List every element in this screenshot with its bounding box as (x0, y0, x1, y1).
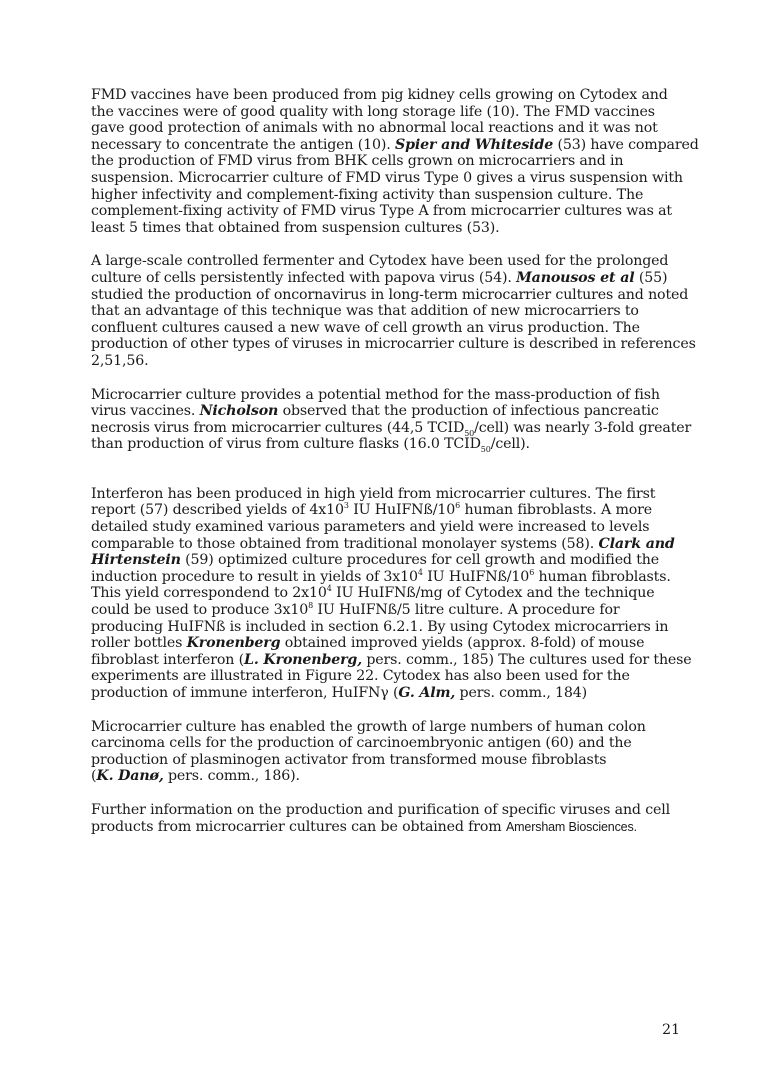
text-line (91, 536, 691, 553)
author-citation: Clark and (598, 535, 675, 552)
text-line: A large-scale controlled fermenter and Cytodex have been used for the prolonged (91, 253, 669, 270)
subscript: 50 (480, 445, 491, 455)
text-line (91, 768, 691, 785)
paragraph-papova-virus (91, 253, 696, 369)
text-line: the vaccines were of good quality with long storage life (10). The FMD vaccines (91, 103, 655, 120)
text-line (91, 569, 691, 586)
text-run: than production of virus from culture flasks (16.0 TCID (91, 436, 481, 453)
text-run: pers. comm., 184) (455, 685, 588, 701)
superscript: 8 (308, 601, 314, 611)
text-run: report (57) described yields of 4x10 (91, 502, 344, 519)
text-run: (59) optimized culture procedures for cell growth and modified the (180, 552, 660, 569)
text-line: least 5 times that obtained from suspension cultures (53). (91, 219, 500, 236)
text-line: suspension. Microcarrier culture of FMD virus Type 0 gives a virus suspension with (91, 169, 683, 186)
text-run: could be used to produce 3x10 (91, 602, 309, 619)
text-line: Microcarrier culture provides a potential method for the mass-production of fish (91, 386, 660, 403)
text-run: obtained improved yields (approx. 8-fold) of mouse (280, 635, 645, 652)
document-body (91, 87, 699, 852)
text-line: production of other types of viruses in microcarrier culture is described in references (91, 336, 696, 353)
text-line: confluent cultures caused a new wave of cell growth an virus production. The (91, 319, 640, 336)
text-run: fibroblast interferon ( (91, 651, 245, 668)
text-run: production of immune interferon, HuIFNγ ( (91, 685, 399, 701)
text-line (91, 585, 691, 602)
text-line (91, 685, 691, 702)
text-line: complement-fixing activity of FMD virus Type A from microcarrier cultures was at (91, 203, 672, 220)
text-run: roller bottles (91, 635, 187, 652)
text-run: ( (91, 768, 97, 785)
company-name: Amersham Biosciences. (505, 819, 637, 834)
paragraph-further-information (91, 802, 691, 835)
text-line (91, 436, 691, 453)
text-run: comparable to those obtained from traditional monolayer systems (58). (91, 535, 599, 552)
text-run: virus vaccines. (91, 403, 200, 420)
superscript: 4 (417, 567, 423, 577)
text-line: Further information on the production and purification of specific viruses and cell (91, 801, 671, 818)
text-run: products from microcarrier cultures can be obtained from (91, 818, 506, 835)
text-run: human fibroblasts. (534, 568, 671, 585)
author-citation: Nicholson (199, 403, 279, 420)
text-run: This yield correspondend to 2x10 (91, 585, 327, 602)
paragraph-fish-vaccines (91, 387, 691, 453)
author-citation: Spier and Whiteside (395, 136, 554, 153)
paragraph-interferon (91, 486, 691, 702)
author-citation: Manousos et al (516, 269, 635, 286)
text-run: necessary to concentrate the antigen (10). (91, 136, 396, 153)
text-line (91, 552, 691, 569)
text-run: pers. comm., 185) The cultures used for these (362, 651, 692, 668)
text-line: studied the production of oncornavirus in long-term microcarrier cultures and noted (91, 286, 689, 303)
author-citation: G. Alm, (398, 685, 456, 701)
superscript: 6 (529, 567, 535, 577)
text-line (91, 502, 691, 519)
page-number: 21 (662, 1022, 680, 1038)
text-line (91, 403, 691, 420)
text-line: gave good protection of animals with no abnormal local reactions and it was not (91, 120, 658, 137)
text-line: the production of FMD virus from BHK cells grown on microcarriers and in (91, 153, 624, 170)
text-run: culture of cells persistently infected with papova virus (54). (91, 269, 517, 286)
text-run: human fibroblasts. A more (460, 502, 653, 519)
text-line: carcinoma cells for the production of carcinoembryonic antigen (60) and the (91, 735, 632, 752)
text-run: /cell). (490, 436, 530, 453)
author-citation: Hirtenstein (91, 552, 181, 569)
text-run: (53) have compared (553, 136, 699, 153)
text-line (91, 136, 699, 154)
text-line: 2,51,56. (91, 352, 149, 369)
author-citation: L. Kronenberg, (244, 651, 362, 668)
superscript: 6 (455, 501, 461, 511)
text-run: IU HuIFNß/10 (348, 502, 456, 519)
text-line (91, 819, 691, 836)
text-run: (55) (634, 269, 668, 286)
text-line: experiments are illustrated in Figure 22. Cytodex has also been used for the (91, 668, 630, 685)
text-line: producing HuIFNß is included in section 6.2.1. By using Cytodex microcarriers in (91, 618, 669, 635)
text-run: induction procedure to result in yields of 3x10 (91, 568, 418, 585)
text-run: IU HuIFNß/5 litre culture. A procedure for (313, 602, 620, 619)
text-run: IU HuIFNß/10 (422, 568, 530, 585)
text-line (91, 270, 691, 287)
text-line: Microcarrier culture has enabled the growth of large numbers of human colon (91, 718, 646, 735)
text-run: /cell) was nearly 3-fold greater (474, 419, 692, 436)
text-line: FMD vaccines have been produced from pig kidney cells growing on Cytodex and (91, 87, 668, 103)
text-line: production of plasminogen activator from transformed mouse fibroblasts (91, 751, 607, 768)
text-line: that an advantage of this technique was that addition of new microcarriers to (91, 303, 639, 320)
text-line (91, 635, 691, 652)
text-line: higher infectivity and complement-fixing activity than suspension culture. The (91, 186, 644, 203)
subscript: 50 (464, 428, 475, 438)
text-line (91, 652, 691, 669)
text-run: necrosis virus from microcarrier cultures (44,5 TCID (91, 419, 465, 436)
text-line: Interferon has been produced in high yield from microcarrier cultures. The first (91, 485, 656, 502)
text-run: observed that the production of infectious pancreatic (278, 403, 659, 420)
text-line (91, 420, 691, 437)
superscript: 4 (326, 584, 332, 594)
text-line: detailed study examined various parameters and yield were increased to levels (91, 519, 650, 536)
author-citation: Kronenberg (186, 635, 281, 652)
author-citation: K. Danø, (96, 768, 164, 785)
text-run: IU HuIFNß/mg of Cytodex and the technique (331, 585, 655, 602)
text-line (91, 602, 691, 619)
text-run: pers. comm., 186). (163, 768, 300, 785)
paragraph-colon-carcinoma (91, 719, 691, 785)
superscript: 3 (343, 501, 349, 511)
paragraph-fmd-vaccines (91, 87, 699, 236)
